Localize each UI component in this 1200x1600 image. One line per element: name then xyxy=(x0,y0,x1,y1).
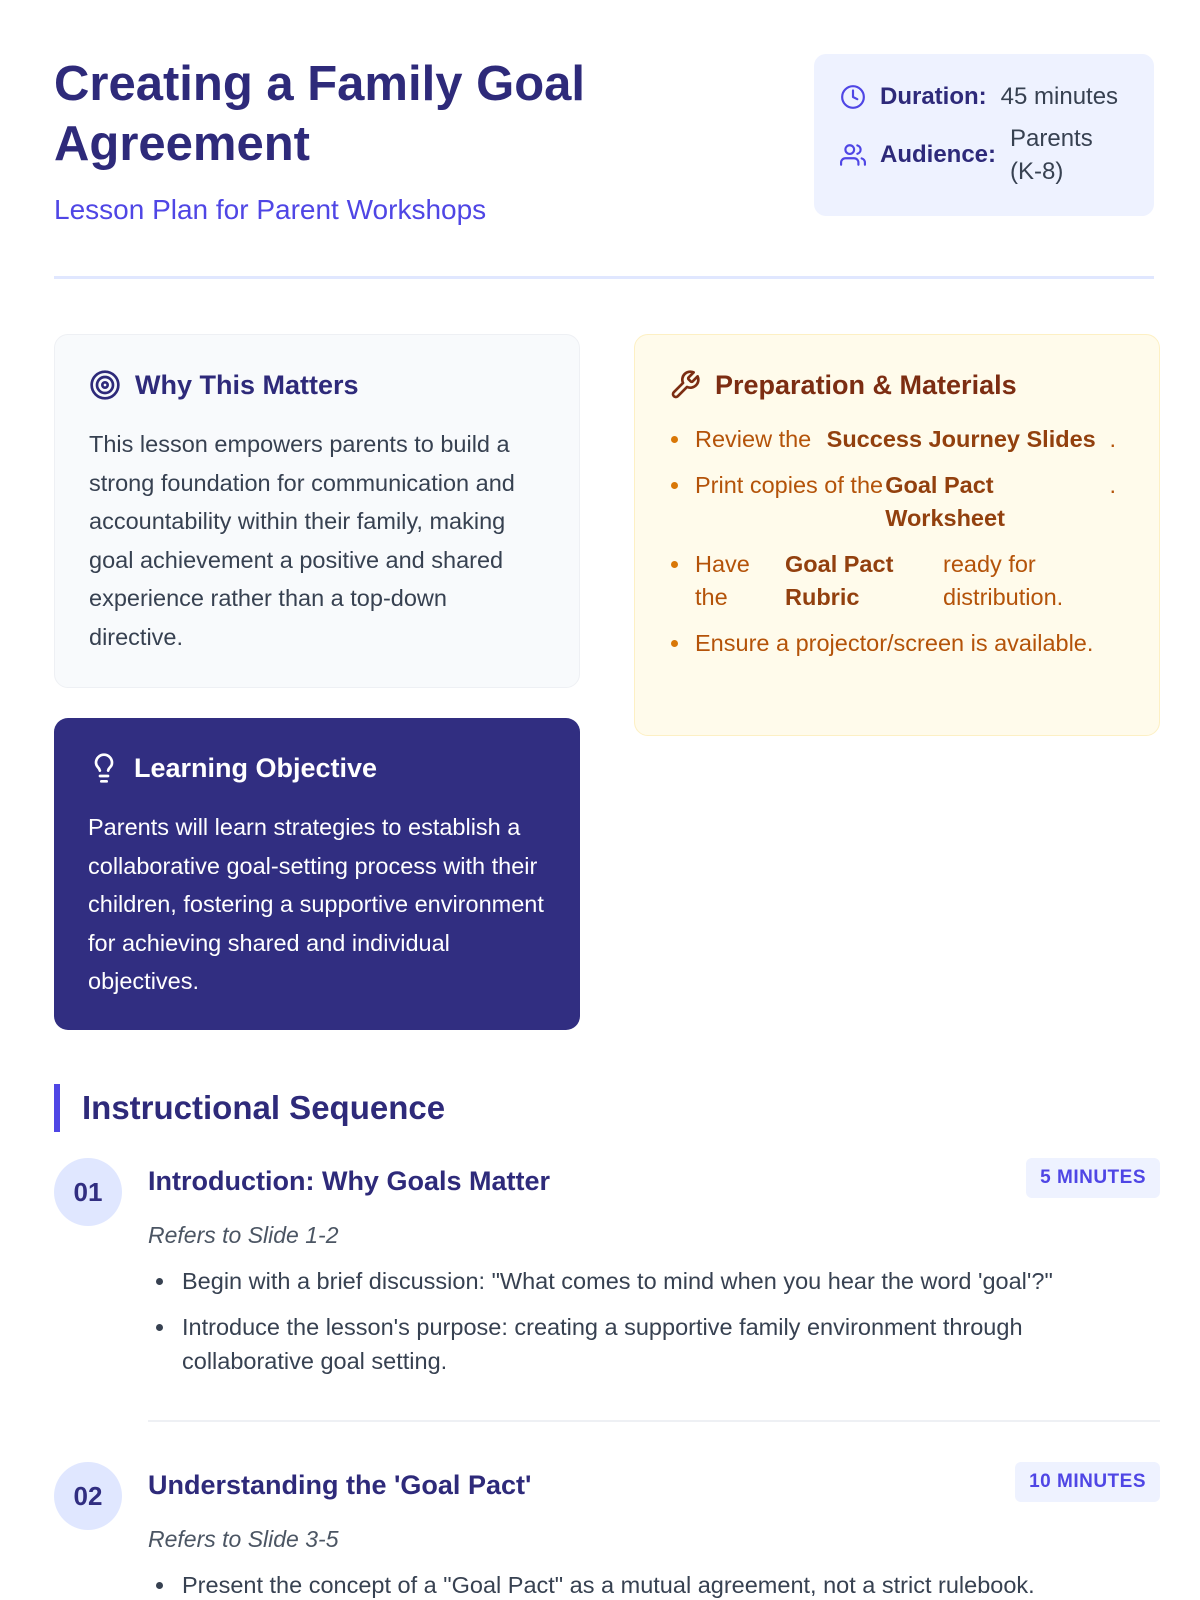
step-duration-badge: 10 MINUTES xyxy=(1015,1462,1160,1502)
objective-card-header xyxy=(88,752,377,784)
prep-item-material: Success Journey Slides xyxy=(826,426,1096,452)
page-title: Creating a Family Goal Agreement xyxy=(54,57,585,171)
audience-row xyxy=(840,122,1110,188)
header-divider xyxy=(54,276,1154,279)
why-card-header xyxy=(89,369,359,401)
prep-item-text: . xyxy=(1109,426,1117,452)
prep-list-item xyxy=(669,548,1129,615)
step-slide-reference: Refers to Slide 3-5 xyxy=(148,1526,339,1552)
prep-card-title: Preparation & Materials xyxy=(715,369,1017,400)
prep-list xyxy=(669,423,1129,672)
wrench-icon xyxy=(669,369,701,401)
step-bullet: Present the concept of a "Goal Pact" as a mutual agreement, not a strict rulebook. xyxy=(148,1568,1158,1600)
section-title-instructional-sequence: Instructional Sequence xyxy=(54,1084,445,1132)
users-icon xyxy=(840,142,866,168)
learning-objective-card xyxy=(54,718,580,1030)
duration-label: Duration: xyxy=(880,82,987,110)
step-bullet: Begin with a brief discussion: "What comes to mind when you hear the word 'goal'?" xyxy=(148,1264,1158,1298)
duration-row xyxy=(840,80,1118,113)
objective-card-body: Parents will learn strategies to establish a collaborative goal-setting process with their children, fostering a supportive environment for achieving shared and individual objectives. xyxy=(88,814,544,994)
audience-label: Audience: xyxy=(880,141,997,168)
page-subtitle: Lesson Plan for Parent Workshops xyxy=(54,194,487,225)
step-number: 01 xyxy=(54,1158,122,1226)
prep-item-text: Have the xyxy=(695,550,750,610)
clock-icon xyxy=(840,84,866,110)
lightbulb-icon xyxy=(88,752,120,784)
why-this-matters-card xyxy=(54,334,580,688)
prep-item-text: . xyxy=(1109,471,1117,498)
prep-item-text: Ensure a projector/screen is available. xyxy=(695,629,1094,656)
prep-item-material: Goal Pact Worksheet xyxy=(885,471,1005,531)
lesson-meta-box xyxy=(814,54,1154,216)
step-slide-reference: Refers to Slide 1-2 xyxy=(148,1222,339,1248)
target-icon xyxy=(89,369,121,401)
step-bullet: Introduce the lesson's purpose: creating a supportive family environment through collaborative goal setting. xyxy=(148,1310,1158,1378)
prep-list-item xyxy=(669,627,1129,661)
prep-card-header xyxy=(669,369,1017,401)
why-card-title: Why This Matters xyxy=(135,369,359,400)
step-bullet-list xyxy=(148,1264,1158,1390)
prep-item-text: Print copies of the xyxy=(695,471,884,498)
audience-value: Parents (K-8) xyxy=(1010,125,1093,185)
step-title: Understanding the 'Goal Pact' xyxy=(148,1470,532,1500)
objective-card-title: Learning Objective xyxy=(134,752,378,783)
step-divider xyxy=(148,1420,1160,1422)
prep-item-text: Review the xyxy=(695,426,812,452)
duration-value: 45 minutes xyxy=(1000,83,1119,110)
prep-list-item xyxy=(669,423,1129,457)
preparation-materials-card xyxy=(634,334,1160,736)
prep-list-item xyxy=(669,469,1129,536)
step-bullet-list xyxy=(148,1568,1158,1600)
step-title: Introduction: Why Goals Matter xyxy=(148,1166,550,1196)
why-card-body: This lesson empowers parents to build a strong foundation for communication and accountability within their family, making goal achievement a positive and shared experience rather than a top-down directive. xyxy=(89,431,515,650)
prep-item-text: ready for distribution. xyxy=(943,550,1064,610)
step-duration-badge: 5 MINUTES xyxy=(1026,1158,1160,1198)
prep-item-material: Goal Pact Rubric xyxy=(785,550,894,610)
step-number: 02 xyxy=(54,1462,122,1530)
